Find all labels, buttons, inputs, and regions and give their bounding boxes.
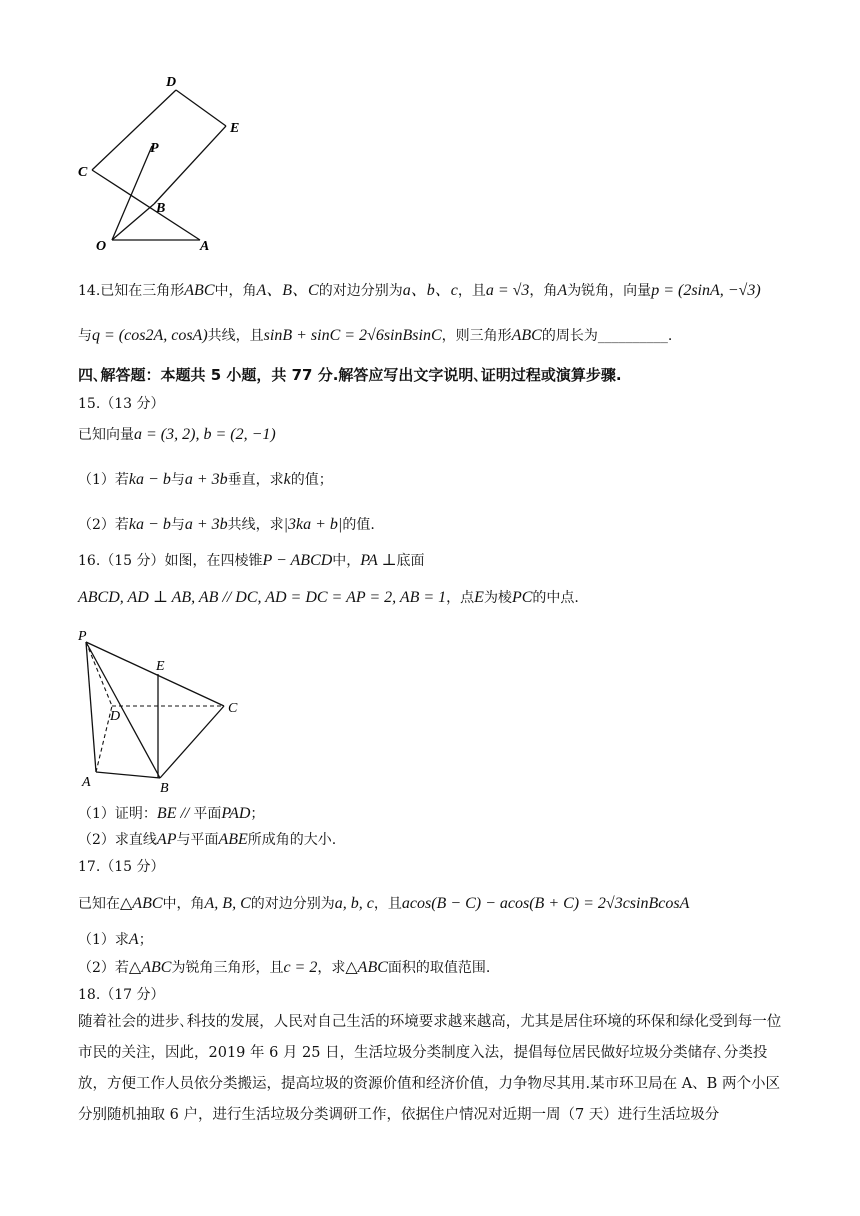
q14-math-tri2: ABC <box>511 327 542 344</box>
segment-EB <box>154 126 226 204</box>
q15-part2 <box>78 515 375 535</box>
q14-math-A: A <box>557 282 568 299</box>
q14-math-p-vec: p = (2sinA, −√3) <box>651 282 761 299</box>
q14-text: ，则三角形 <box>441 328 512 344</box>
q16-line2 <box>78 588 579 608</box>
q17-text: 中，角 <box>162 896 205 912</box>
q17-math-eq: acos(B − C) − acos(B + C) = 2√3csinBcosA <box>401 895 690 912</box>
q16-math: PA ⊥ <box>360 552 397 569</box>
q15-math: a + 3b <box>184 471 228 488</box>
q16-math: BE // <box>156 805 194 822</box>
q16-text: （2）求直线 <box>78 832 157 848</box>
edge-PC <box>86 642 224 706</box>
q14-text: 共线，且 <box>207 328 264 344</box>
q16-text: ； <box>250 806 265 822</box>
q17-text: 的对边分别为 <box>250 896 335 912</box>
q16-part2 <box>78 830 336 850</box>
q17-text: （1）求 <box>78 932 129 948</box>
q17-math: c = 2 <box>283 959 318 976</box>
q17-math: A <box>128 931 139 948</box>
q16-text: 16.（15 分）如图，在四棱锥 <box>78 553 263 569</box>
q14-text: 14.已知在三角形 <box>78 283 185 299</box>
q18-header: 18.（17 分） <box>78 987 165 1003</box>
q17-text: 面积的取值范围. <box>387 960 491 976</box>
segment-DC <box>92 90 176 170</box>
label-C: C <box>228 701 238 716</box>
q17-text: 为锐角三角形，且 <box>171 960 284 976</box>
q14-text: ，且 <box>457 283 486 299</box>
q17-given <box>78 894 689 914</box>
q17-math: A, B, C <box>204 895 251 912</box>
q16-math: ABE <box>218 831 248 848</box>
q15-math: |3ka + b| <box>283 516 343 533</box>
q14-math-q-vec: q = (cos2A, cosA) <box>92 327 208 344</box>
q16-text: ，点 <box>446 590 475 606</box>
q16-header <box>78 551 425 571</box>
q17-text: ，且 <box>373 896 402 912</box>
label-O: O <box>96 239 107 254</box>
q16-math: PAD <box>221 805 251 822</box>
q16-math: E <box>474 589 484 606</box>
section-heading: 四､解答题：本题共 5 小题，共 77 分.解答应写出文字说明､证明过程或演算步骤. <box>78 366 622 384</box>
q14-line1 <box>78 281 761 301</box>
label-B: B <box>160 781 169 796</box>
q17-math: △ABC <box>120 895 163 912</box>
q16-text: 为棱 <box>483 590 512 606</box>
q17-text: ； <box>138 932 153 948</box>
q15-text: 的值. <box>342 517 375 533</box>
q17-text: 已知在 <box>78 896 120 912</box>
label-A: A <box>200 239 210 254</box>
q15-text: （1）若 <box>78 472 129 488</box>
q15-text: 与 <box>170 472 185 488</box>
q14-text: 与 <box>78 328 92 344</box>
segment-OP <box>112 146 152 240</box>
q15-math: a + 3b <box>184 516 228 533</box>
q14-line2 <box>78 326 672 346</box>
edge-BC <box>160 706 224 778</box>
edge-PB <box>86 642 160 778</box>
q16-text: 底面 <box>396 553 425 569</box>
label-P: P <box>150 141 159 156</box>
q14-text: 的周长为__________. <box>541 328 673 344</box>
q14-math-a-eq: a = √3 <box>485 282 530 299</box>
q17-header: 17.（15 分） <box>78 859 165 875</box>
q16-math: AP <box>156 831 177 848</box>
q16-part1 <box>78 804 264 824</box>
q14-math-sides: a、b、c <box>402 282 458 299</box>
q18-paragraph: 随着社会的进步､科技的发展，人民对自己生活的环境要求越来越高，尤其是居住环境的环保和绿化受到每一位市民的关注，因此，2019 年 6 月 25 日，生活垃圾分类制度入法，提倡每位居民做好垃圾分类储存､分类投放，方便工作人员依分类搬运，提高垃圾的资源价值和经济价值，力争物尽其用.某市环卫局在 A、B 两个小区分别随机抽取 6 户，进行生活垃圾分类调研工作，依据住户情况对近期一周（7 天）进行生活垃圾分 <box>78 1014 782 1123</box>
label-A: A <box>82 775 91 790</box>
q16-math: PC <box>511 589 533 606</box>
q15-math-vecs: a = (3, 2), b = (2, −1) <box>134 426 276 443</box>
q15-given <box>78 425 276 445</box>
q17-part2 <box>78 958 490 978</box>
q15-text: 的值； <box>290 472 333 488</box>
q16-text: 所成角的大小. <box>247 832 337 848</box>
q16-text: （1）证明： <box>78 806 157 822</box>
q17-part1 <box>78 930 153 950</box>
q16-text: 的中点. <box>532 590 579 606</box>
label-P: P <box>78 629 87 644</box>
edge-AB <box>96 772 160 778</box>
segment-OB <box>112 204 154 240</box>
q15-text: 与 <box>170 517 185 533</box>
figure-q16 <box>70 622 260 802</box>
q16-text: 与平面 <box>176 832 219 848</box>
q15-math: ka − b <box>128 471 171 488</box>
segment-CA <box>92 170 200 240</box>
q17-math: a, b, c <box>334 895 374 912</box>
q15-text: 已知向量 <box>78 427 134 443</box>
q16-math: P − ABCD <box>262 552 333 569</box>
q14-text: 中，角 <box>214 283 257 299</box>
figure-q13 <box>70 70 260 255</box>
q15-text: 共线，求 <box>227 517 284 533</box>
q14-text: 的对边分别为 <box>318 283 403 299</box>
label-D: D <box>110 709 121 724</box>
label-D: D <box>166 75 177 90</box>
q16-text: 中， <box>332 553 361 569</box>
q15-text: 垂直，求 <box>227 472 284 488</box>
q15-text: （2）若 <box>78 517 129 533</box>
q14-text: ，角 <box>529 283 558 299</box>
q15-part1 <box>78 470 333 490</box>
q15-header: 15.（13 分） <box>78 396 165 412</box>
label-B: B <box>156 201 166 216</box>
q14-math-tri: ABC <box>184 282 215 299</box>
q17-math: △ABC <box>128 959 172 976</box>
q16-text: 平面 <box>193 806 222 822</box>
q17-text: （2）若 <box>78 960 129 976</box>
label-C: C <box>78 165 88 180</box>
label-E: E <box>230 121 240 136</box>
q15-math: ka − b <box>128 516 171 533</box>
q17-text: ，求 <box>317 960 346 976</box>
label-E: E <box>156 659 165 674</box>
q17-math: △ABC <box>345 959 388 976</box>
segment-DE <box>176 90 226 126</box>
q16-math: ABCD, AD ⊥ AB, AB // DC, AD = DC = AP = 2, AB = 1 <box>78 589 447 606</box>
q14-math-sin-eq: sinB + sinC = 2√6sinBsinC <box>263 327 442 344</box>
q14-text: 为锐角，向量 <box>567 283 652 299</box>
q15-math: k <box>283 471 291 488</box>
q14-math-angles: A、B、C <box>256 282 319 299</box>
